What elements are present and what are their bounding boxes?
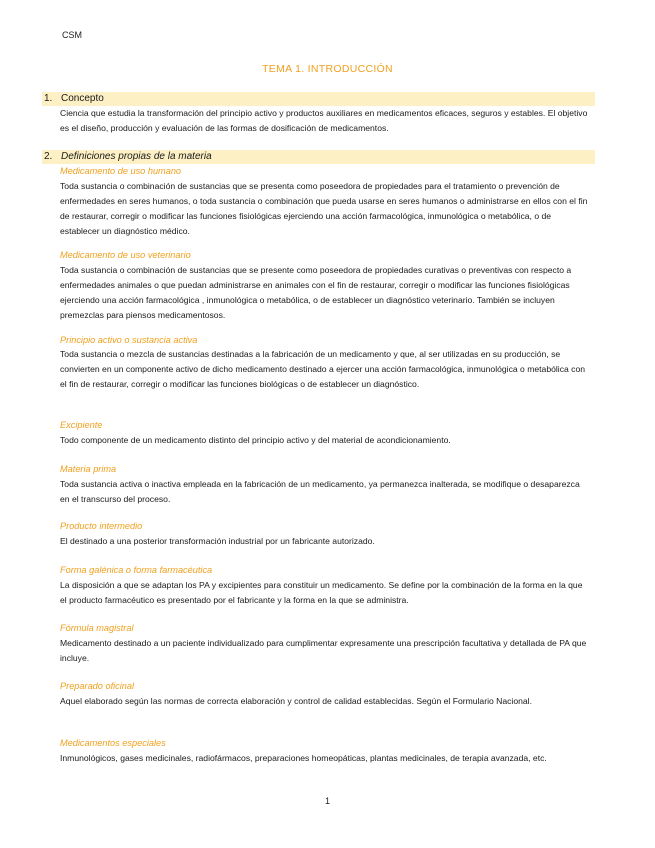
definition-term: Excipiente (60, 420, 103, 430)
section-text-concepto: Ciencia que estudia la transformación del principio activo y productos auxiliares en medicamentos eficaces, seguros y estables. El objetivo es el diseño, producción y evaluación de las formas de dosificación de medicamentos. (60, 108, 588, 133)
definition-term: Producto intermedio (60, 521, 143, 531)
definition-text: Inmunológicos, gases medicinales, radiofármacos, preparaciones homeopáticas, plantas medicinales, de terapia avanzada, etc. (60, 753, 547, 763)
header-initials: CSM (62, 30, 82, 40)
definition-term: Medicamento de uso veterinario (60, 250, 191, 260)
definition-term: Medicamentos especiales (60, 738, 166, 748)
definition-text: Toda sustancia activa o inactiva empleada en la fabricación de un medicamento, ya permanezca inalterada, se modifique o desaparezca en el transcurso del proceso. (60, 479, 580, 504)
definition-term: Preparado oficinal (60, 681, 135, 691)
definition-term: Principio activo o sustancia activa (60, 335, 198, 345)
definition-term: Forma galénica o forma farmacéutica (60, 565, 213, 575)
section-title: Definiciones propias de la materia (61, 151, 212, 162)
definition-term: Medicamento de uso humano (60, 166, 182, 176)
definition-text: Toda sustancia o combinación de sustancias que se presente como poseedora de propiedades curativas o preventivas con respecto a enfermedades animales o que puedan administrarse en animales con el fin de restaurar, corregir o modificar las funciones fisiológicas ejerciendo una acción farmacológica , inmunológica o metabólica, o de establecer un diagnóstico veterinario. También se incluyen premezclas para piensos medicamentosos. (60, 265, 572, 320)
section-number: 2. (44, 151, 53, 162)
definition-text: Todo componente de un medicamento distinto del principio activo y del material de acondicionamiento. (60, 435, 451, 445)
section-heading-definiciones (42, 150, 595, 164)
definition-text: El destinado a una posterior transformación industrial por un fabricante autorizado. (60, 536, 375, 546)
definition-text: Medicamento destinado a un paciente individualizado para cumplimentar expresamente una prescripción facultativa y detallada de PA que incluye. (60, 638, 587, 663)
section-number: 1. (44, 93, 53, 104)
definition-text: Toda sustancia o combinación de sustancias que se presenta como poseedora de propiedades para el tratamiento o prevención de enfermedades en seres humanos, o toda sustancia o combinación que pueda usarse en seres humanos o administrarse en ellos con el fin de restaurar, corregir o modificar las funciones fisiológicas ejerciendo una acción farmacológica, inmunológica o metabólica, o de establecer un diagnóstico médico. (60, 181, 588, 236)
definition-text: Aquel elaborado según las normas de correcta elaboración y control de calidad establecidas. Según el Formulario Nacional. (60, 696, 532, 706)
page-number: 1 (324, 796, 330, 806)
section-title: Concepto (61, 93, 104, 104)
section-heading-concepto (42, 92, 595, 106)
definition-term: Fórmula magistral (60, 623, 134, 633)
definition-text: La disposición a que se adaptan los PA y excipientes para constituir un medicamento. Se define por la combinación de la forma en la que el producto farmacéutico es presentado por el fabricante y la forma en la que se administra. (60, 580, 583, 605)
definition-text: Toda sustancia o mezcla de sustancias destinadas a la fabricación de un medicamento y que, al ser utilizadas en su producción, se convierten en un componente activo de dicho medicamento destinado a ejercer una acción farmacológica, inmunológica o metabólica con el fin de restaurar, corregir o modificar las funciones biológicas o de establecer un diagnóstico. (60, 349, 586, 389)
definition-term: Materia prima (60, 464, 117, 474)
document-title: TEMA 1. INTRODUCCIÓN (262, 63, 393, 75)
